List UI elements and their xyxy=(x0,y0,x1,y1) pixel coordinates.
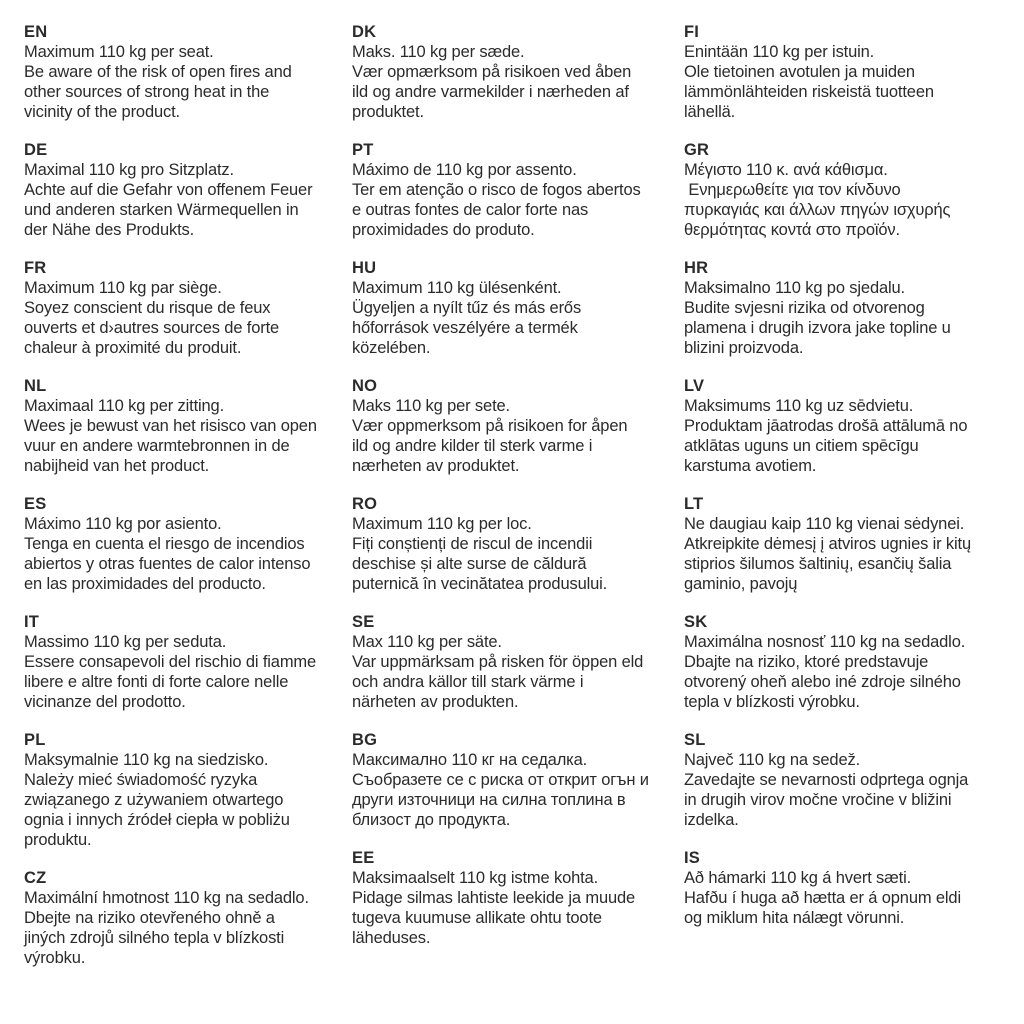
instruction-text-line: produktet. xyxy=(352,103,424,121)
language-block-pl xyxy=(24,730,352,850)
instruction-text-line: Μέγιστο 110 κ. ανά κάθισμα. xyxy=(684,161,888,179)
instruction-text-line: Zavedajte se nevarnosti odprtega ognja xyxy=(684,771,969,789)
language-code-label: HU xyxy=(352,259,377,277)
language-block-bg xyxy=(352,730,684,830)
language-code-label: FR xyxy=(24,259,47,277)
language-block-es xyxy=(24,494,352,594)
language-block-sk xyxy=(684,612,1020,712)
instruction-text-line: Massimo 110 kg per seduta. xyxy=(24,633,227,651)
instruction-text-line: libere e altre fonti di forte calore nelle xyxy=(24,673,289,691)
instruction-text-line: gaminio, pavojų xyxy=(684,575,798,593)
instruction-text-line: Ole tietoinen avotulen ja muiden xyxy=(684,63,915,81)
language-code-label: IS xyxy=(684,849,700,867)
language-block-gr xyxy=(684,140,1020,240)
instruction-text-line: Maksimaalselt 110 kg istme kohta. xyxy=(352,869,599,887)
language-code-label: FI xyxy=(684,23,700,41)
language-code-label: PL xyxy=(24,731,46,749)
language-block-se xyxy=(352,612,684,712)
instruction-text-line: Pidage silmas lahtiste leekide ja muude xyxy=(352,889,636,907)
instruction-text-line: puternică în vecinătatea produsului. xyxy=(352,575,608,593)
instruction-text-line: Ne daugiau kaip 110 kg vienai sėdynei. xyxy=(684,515,965,533)
instruction-text-line: Максимално 110 кг на седалка. xyxy=(352,751,588,769)
instruction-text-line: Maximální hmotnost 110 kg na sedadlo. xyxy=(24,889,309,907)
language-code-label: RO xyxy=(352,495,378,513)
instruction-text-line: og miklum hita nálægt vörunni. xyxy=(684,909,905,927)
instruction-text-line: hőforrások veszélyére a termék xyxy=(352,319,578,337)
instruction-text-line: vicinity of the product. xyxy=(24,103,180,121)
instruction-text-line: der Nähe des Produkts. xyxy=(24,221,195,239)
instruction-text-line: Maximum 110 kg per loc. xyxy=(352,515,532,533)
instruction-text-line: deschise și alte surse de căldură xyxy=(352,555,587,573)
instruction-text-line: Achte auf die Gefahr von offenem Feuer xyxy=(24,181,313,199)
instruction-text-line: en las proximidades del producto. xyxy=(24,575,266,593)
instruction-text-line: och andra källor till stark värme i xyxy=(352,673,584,691)
instruction-text-line: Max 110 kg per säte. xyxy=(352,633,502,651)
instruction-text-line: Ενημερωθείτε για τον κίνδυνο xyxy=(684,181,901,199)
language-block-hr xyxy=(684,258,1020,358)
instruction-text-line: Vær opmærksom på risikoen ved åben xyxy=(352,63,632,81)
sheet-column-1 xyxy=(24,22,352,1024)
language-code-label: SK xyxy=(684,613,708,631)
instruction-text-line: Maximum 110 kg ülésenként. xyxy=(352,279,562,297)
instruction-text-line: Dbajte na riziko, ktoré predstavuje xyxy=(684,653,929,671)
language-block-ee xyxy=(352,848,684,948)
instruction-text-line: produktu. xyxy=(24,831,92,849)
instruction-text-line: ild og andre varmekilder i nærheden af xyxy=(352,83,629,101)
instruction-text-line: Съобразете се с риска от открит огън и xyxy=(352,771,649,789)
instruction-text-line: Vær oppmerksom på risikoen for åpen xyxy=(352,417,628,435)
language-block-nl xyxy=(24,376,352,476)
instruction-text-line: Maks. 110 kg per sæde. xyxy=(352,43,525,61)
instruction-text-line: Należy mieć świadomość ryzyka xyxy=(24,771,258,789)
language-code-label: LT xyxy=(684,495,704,513)
instruction-text-line: Maksimalno 110 kg po sjedalu. xyxy=(684,279,905,297)
instruction-text-line: Tenga en cuenta el riesgo de incendios xyxy=(24,535,305,553)
instruction-text-line: πυρκαγιάς και άλλων πηγών ισχυρής xyxy=(684,201,951,219)
instruction-text-line: Fiți conștienți de riscul de incendii xyxy=(352,535,593,553)
instruction-text-line: Atkreipkite dėmesį į atviros ugnies ir kitų xyxy=(684,535,971,553)
instruction-text-line: Máximo 110 kg por asiento. xyxy=(24,515,222,533)
language-code-label: EE xyxy=(352,849,375,867)
language-block-hu xyxy=(352,258,684,358)
language-block-dk xyxy=(352,22,684,122)
instruction-text-line: vicinanze del prodotto. xyxy=(24,693,186,711)
instruction-text-line: Maximum 110 kg per seat. xyxy=(24,43,214,61)
instruction-text-line: ouverts et d›autres sources de forte xyxy=(24,319,280,337)
instruction-text-line: e outras fontes de calor forte nas xyxy=(352,201,589,219)
instruction-text-line: blizini proizvoda. xyxy=(684,339,804,357)
instruction-text-line: közelében. xyxy=(352,339,431,357)
instruction-text-line: in drugih virov močne vročine v bližini xyxy=(684,791,952,809)
language-block-fi xyxy=(684,22,1020,122)
language-code-label: PT xyxy=(352,141,374,159)
instruction-text-line: närheten av produkten. xyxy=(352,693,519,711)
language-code-label: GR xyxy=(684,141,710,159)
instruction-text-line: otvorený oheň alebo iné zdroje silného xyxy=(684,673,961,691)
instruction-text-line: karstuma avotiem. xyxy=(684,457,817,475)
language-block-lv xyxy=(684,376,1020,476)
instruction-text-line: vuur en andere warmtebronnen in de xyxy=(24,437,290,455)
instruction-text-line: Maximal 110 kg pro Sitzplatz. xyxy=(24,161,234,179)
instruction-text-line: Hafðu í huga að hætta er á opnum eldi xyxy=(684,889,961,907)
language-block-en xyxy=(24,22,352,122)
language-block-cz xyxy=(24,868,352,968)
instruction-text-line: Að hámarki 110 kg á hvert sæti. xyxy=(684,869,912,887)
instruction-text-line: други източници на силна топлина в xyxy=(352,791,626,809)
language-block-pt xyxy=(352,140,684,240)
instruction-text-line: nærheten av produktet. xyxy=(352,457,520,475)
instruction-text-line: Produktam jāatrodas drošā attālumā no xyxy=(684,417,968,435)
instruction-text-line: Essere consapevoli del rischio di fiamme xyxy=(24,653,317,671)
instruction-text-line: nabijheid van het product. xyxy=(24,457,210,475)
instruction-text-line: läheduses. xyxy=(352,929,431,947)
language-code-label: NO xyxy=(352,377,378,395)
instruction-text-line: und anderen starken Wärmequellen in xyxy=(24,201,299,219)
language-block-sl xyxy=(684,730,1020,830)
language-code-label: BG xyxy=(352,731,378,749)
instruction-text-line: proximidades do produto. xyxy=(352,221,535,239)
language-block-lt xyxy=(684,494,1020,594)
language-block-no xyxy=(352,376,684,476)
instruction-text-line: ild og andre kilder til sterk varme i xyxy=(352,437,593,455)
instruction-text-line: stiprios šilumos šaltinių, esančių šalia xyxy=(684,555,952,573)
instruction-text-line: Maximum 110 kg par siège. xyxy=(24,279,222,297)
instruction-text-line: Máximo de 110 kg por assento. xyxy=(352,161,577,179)
instruction-text-line: abiertos y otras fuentes de calor intenso xyxy=(24,555,311,573)
language-code-label: ES xyxy=(24,495,47,513)
instruction-text-line: Maks 110 kg per sete. xyxy=(352,397,510,415)
sheet-column-3 xyxy=(684,22,1020,1024)
instruction-text-line: Dbejte na riziko otevřeného ohně a xyxy=(24,909,275,927)
instruction-text-line: plamena i drugih izvora jake topline u xyxy=(684,319,951,337)
instruction-text-line: θερμότητας κοντά στο προϊόν. xyxy=(684,221,900,239)
language-code-label: DE xyxy=(24,141,48,159)
language-code-label: NL xyxy=(24,377,47,395)
instruction-text-line: atklātas uguns un citiem spēcīgu xyxy=(684,437,919,455)
instruction-text-line: Največ 110 kg na sedež. xyxy=(684,751,861,769)
instruction-text-line: lämmönlähteiden riskeistä tuotteen xyxy=(684,83,934,101)
instruction-text-line: tepla v blízkosti výrobku. xyxy=(684,693,860,711)
instruction-text-line: Enintään 110 kg per istuin. xyxy=(684,43,875,61)
instruction-text-line: izdelka. xyxy=(684,811,739,829)
language-block-de xyxy=(24,140,352,240)
language-code-label: IT xyxy=(24,613,40,631)
language-code-label: LV xyxy=(684,377,705,395)
instruction-text-line: chaleur à proximité du produit. xyxy=(24,339,242,357)
instruction-text-line: Budite svjesni rizika od otvorenog xyxy=(684,299,925,317)
instruction-text-line: Wees je bewust van het risisco van open xyxy=(24,417,317,435)
instruction-text-line: Ter em atenção o risco de fogos abertos xyxy=(352,181,641,199)
instruction-text-line: Soyez conscient du risque de feux xyxy=(24,299,271,317)
instruction-text-line: Maksimums 110 kg uz sēdvietu. xyxy=(684,397,914,415)
language-code-label: SE xyxy=(352,613,375,631)
language-code-label: CZ xyxy=(24,869,47,887)
language-block-is xyxy=(684,848,1020,928)
instruction-text-line: близост до продукта. xyxy=(352,811,511,829)
instruction-text-line: Maksymalnie 110 kg na siedzisko. xyxy=(24,751,269,769)
language-code-label: EN xyxy=(24,23,48,41)
instruction-text-line: lähellä. xyxy=(684,103,736,121)
language-code-label: DK xyxy=(352,23,377,41)
language-code-label: HR xyxy=(684,259,709,277)
instruction-text-line: Ügyeljen a nyílt tűz és más erős xyxy=(352,299,582,317)
instruction-text-line: Var uppmärksam på risken för öppen eld xyxy=(352,653,644,671)
instruction-text-line: jiných zdrojů silného tepla v blízkosti xyxy=(24,929,285,947)
sheet-column-2 xyxy=(352,22,684,1024)
instruction-text-line: związanego z używaniem otwartego xyxy=(24,791,284,809)
instruction-text-line: ognia i innych źródeł ciepła w pobliżu xyxy=(24,811,290,829)
language-block-ro xyxy=(352,494,684,594)
language-block-fr xyxy=(24,258,352,358)
language-code-label: SL xyxy=(684,731,706,749)
instruction-text-line: výrobku. xyxy=(24,949,86,967)
instruction-text-line: Maximaal 110 kg per zitting. xyxy=(24,397,225,415)
instruction-text-line: Be aware of the risk of open fires and xyxy=(24,63,292,81)
instruction-text-line: tugeva kuumuse allikate ohtu toote xyxy=(352,909,602,927)
language-block-it xyxy=(24,612,352,712)
instruction-text-line: Maximálna nosnosť 110 kg na sedadlo. xyxy=(684,633,966,651)
instruction-text-line: other sources of strong heat in the xyxy=(24,83,270,101)
